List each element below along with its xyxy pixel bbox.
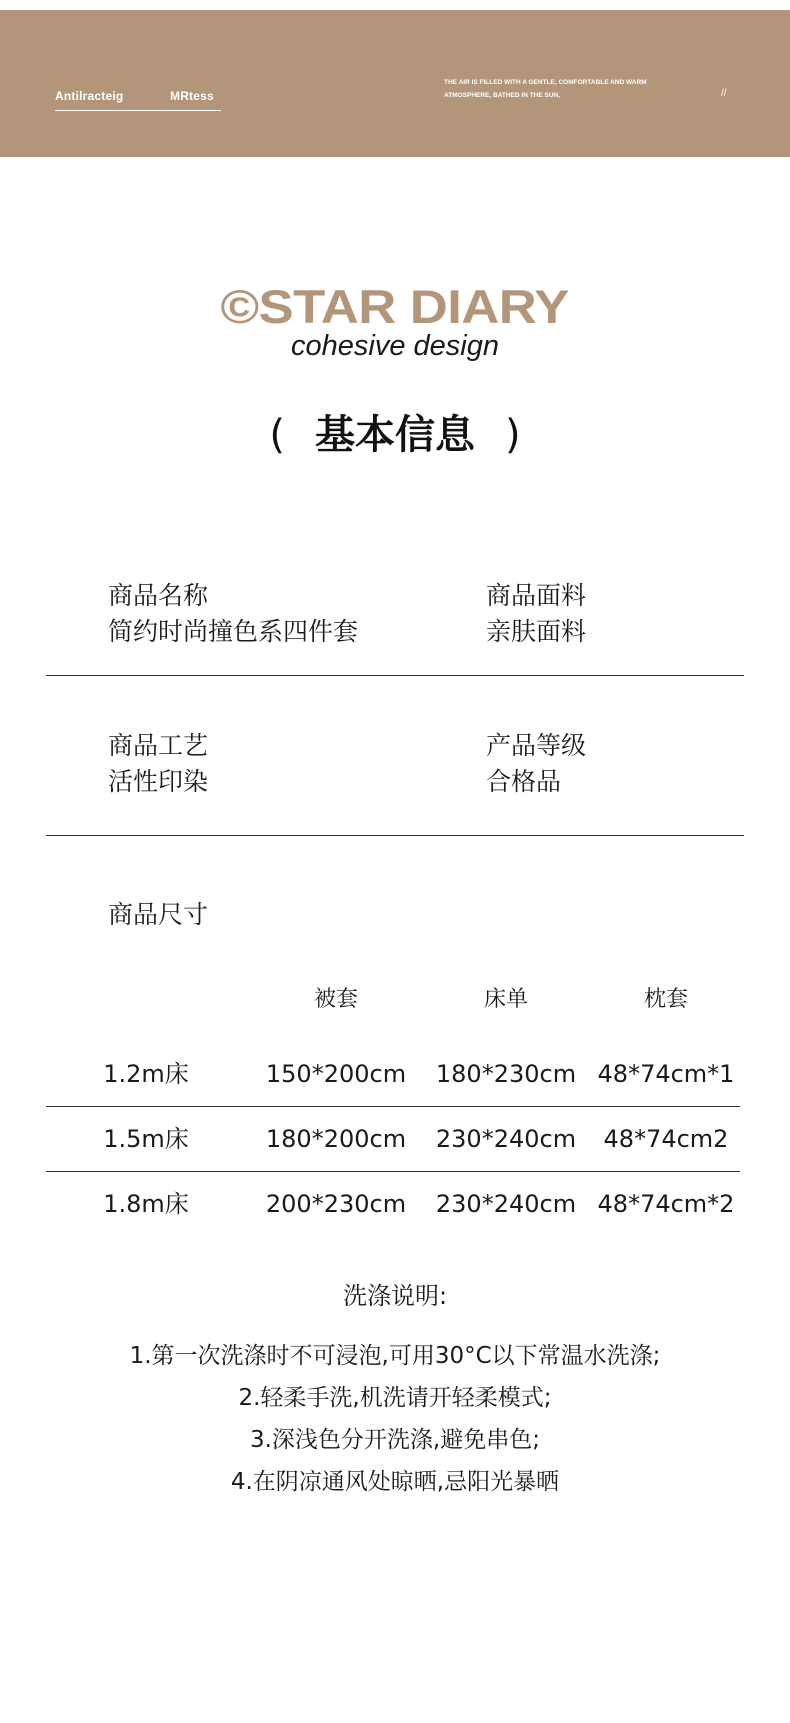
table-cell: 180*200cm — [265, 1125, 407, 1153]
section-title — [0, 405, 790, 465]
info-grade — [486, 728, 586, 800]
column-header: 枕套 — [643, 987, 688, 1012]
table-cell: 180*230cm — [435, 1060, 577, 1088]
close-paren: ) — [505, 412, 521, 458]
banner-nav — [55, 79, 221, 111]
header-banner — [0, 10, 790, 157]
table-cell: 1.8m床 — [103, 1190, 189, 1218]
info-label: 商品面料 — [486, 581, 587, 610]
section-title-text: 基本信息 — [315, 412, 475, 458]
table-cell: 150*200cm — [265, 1060, 407, 1088]
table-header — [46, 978, 740, 1042]
wash-title: 洗涤说明: — [342, 1282, 448, 1310]
table-cell: 200*230cm — [265, 1190, 407, 1218]
banner-tagline: THE AIR IS FILLED WITH A GENTLE, COMFORTABLE AND WARM ATMOSPHERE, BATHED IN THE SUN, — [444, 79, 647, 99]
brand-logo — [0, 282, 790, 362]
info-value: 亲肤面料 — [486, 617, 587, 646]
nav-item-right[interactable]: MRtess — [170, 89, 214, 103]
column-header — [46, 978, 246, 1022]
table-cell: 48*74cm2 — [603, 1125, 729, 1153]
column-header: 被套 — [313, 987, 358, 1012]
nav-item-left[interactable]: Antilracteig — [55, 89, 124, 103]
size-table — [46, 978, 740, 1236]
info-label: 产品等级 — [486, 731, 587, 760]
brand-name: ©STAR DIARY — [220, 280, 570, 333]
table-cell: 48*74cm*1 — [597, 1060, 735, 1088]
table-row — [46, 1042, 740, 1107]
table-row — [46, 1107, 740, 1172]
info-value: 简约时尚撞色系四件套 — [108, 617, 359, 646]
divider — [46, 835, 744, 836]
wash-line: 4.在阴凉通风处晾晒,忌阳光暴晒 — [230, 1469, 560, 1495]
table-cell: 48*74cm*2 — [597, 1190, 735, 1218]
info-product-name — [108, 578, 358, 650]
table-cell: 1.2m床 — [103, 1060, 189, 1088]
table-cell: 230*240cm — [435, 1190, 577, 1218]
info-craft — [108, 728, 208, 800]
info-label: 商品名称 — [108, 581, 209, 610]
column-header: 床单 — [483, 987, 528, 1012]
info-label: 商品工艺 — [108, 731, 209, 760]
open-paren: ( — [269, 412, 285, 458]
wash-line: 2.轻柔手洗,机洗请开轻柔模式; — [238, 1385, 552, 1411]
info-value: 合格品 — [486, 767, 562, 796]
wash-line: 1.第一次洗涤时不可浸泡,可用30°C以下常温水洗涤; — [129, 1343, 661, 1369]
washing-instructions — [0, 1271, 790, 1503]
info-fabric — [486, 578, 586, 650]
brand-tagline: cohesive design — [291, 330, 499, 362]
info-value: 活性印染 — [108, 767, 209, 796]
divider — [46, 675, 744, 676]
size-title: 商品尺寸 — [108, 900, 209, 929]
table-row — [46, 1172, 740, 1236]
table-cell: 230*240cm — [435, 1125, 577, 1153]
wash-line: 3.深浅色分开洗涤,避免串色; — [249, 1427, 540, 1453]
banner-slash-decoration: // — [721, 88, 727, 99]
table-cell: 1.5m床 — [103, 1125, 189, 1153]
